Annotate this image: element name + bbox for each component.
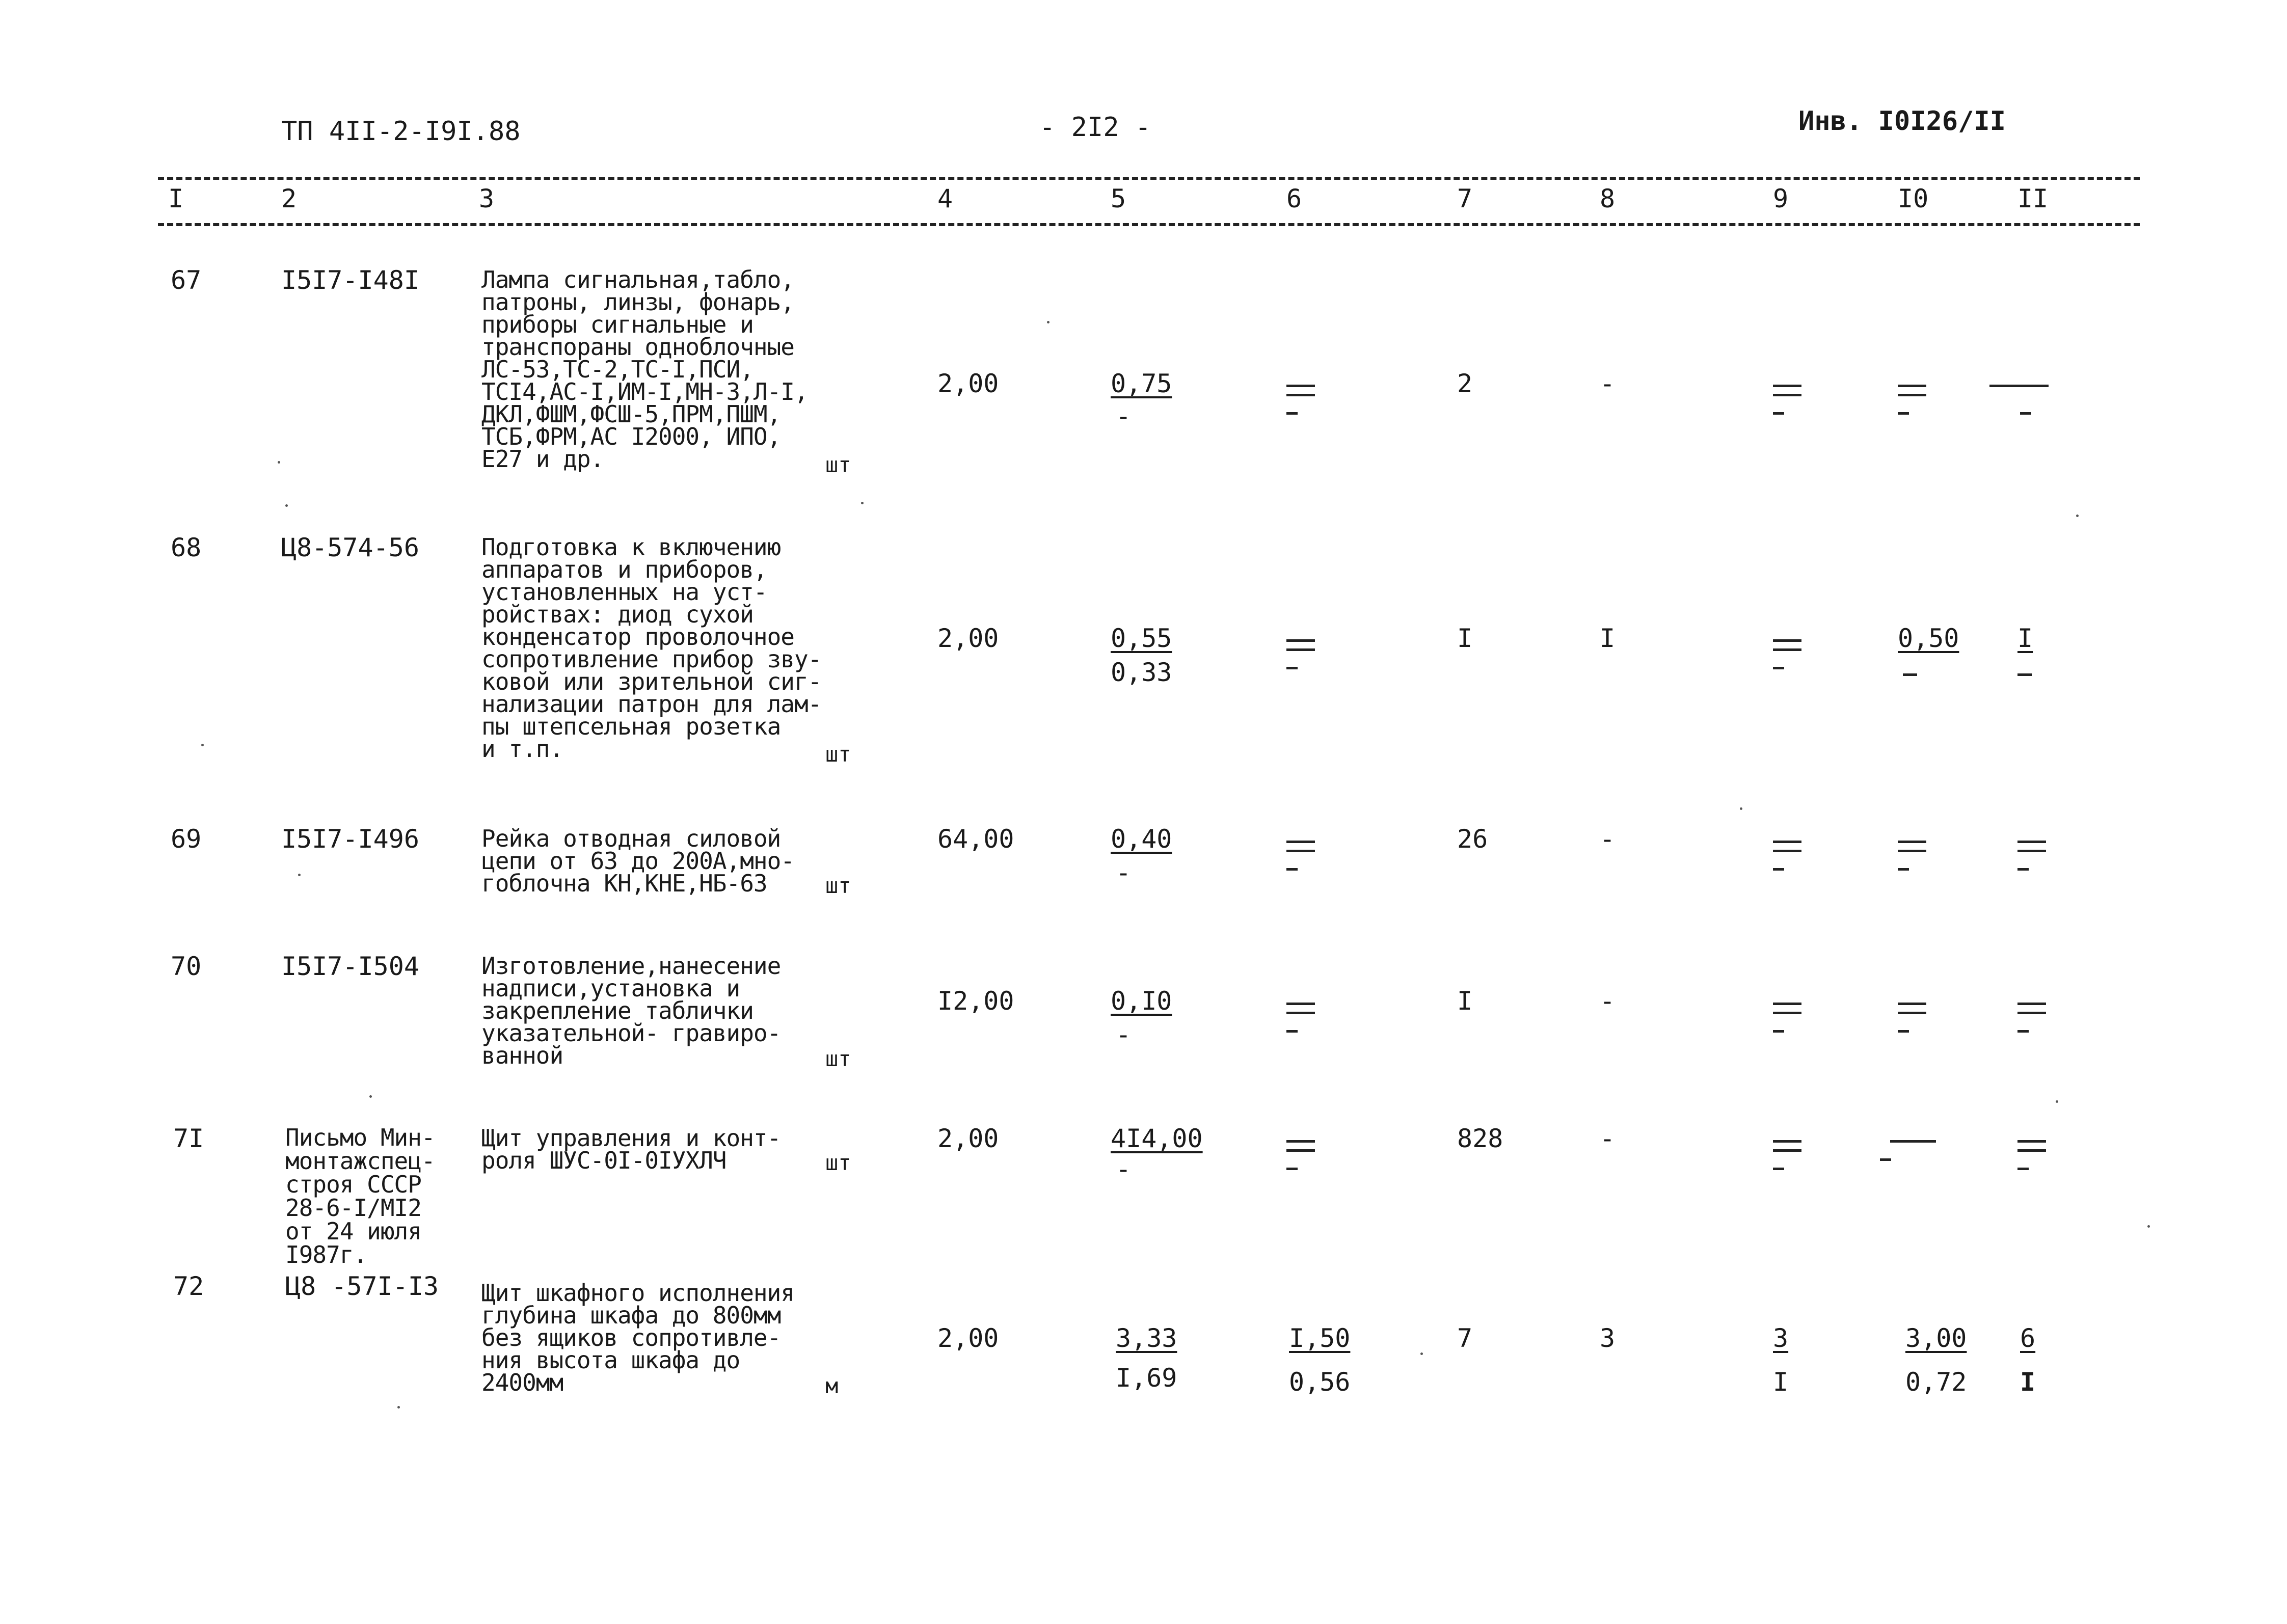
col10-empty-mark bbox=[1898, 385, 1928, 413]
column-header-7: 7 bbox=[1457, 184, 1473, 213]
work-description: Изготовление,нанесение надписи,установка и закрепление таблички указательной- гравиро- ванной bbox=[481, 952, 781, 1069]
scan-speck bbox=[298, 874, 301, 876]
col11-empty-mark bbox=[2017, 841, 2048, 869]
norm-reference: Ц8 -57I-I3 bbox=[285, 1271, 439, 1301]
scan-speck bbox=[2076, 515, 2079, 517]
col5-bottom-value: 0,33 bbox=[1111, 658, 1172, 687]
column-header-6: 6 bbox=[1286, 184, 1302, 213]
work-description: Лампа сигнальная,табло, патроны, линзы, фонарь, приборы сигнальные и транспораны одноблочные ЛС-53,ТС-2,ТС-I,ПСИ, ТСI4,АС-I,ИМ-I,МН-3,Л-I, ДКЛ,ФШМ,ФСШ-5,ПРМ,ПШМ, ТСБ,ФРМ,АС I2000, ИПО, Е27 и др. bbox=[481, 266, 808, 473]
col10-bottom-dash bbox=[1903, 673, 1917, 676]
col6-empty-mark bbox=[1286, 1140, 1317, 1169]
work-description: Щит шкафного исполнения глубина шкафа до 800мм без ящиков сопротивле- ния высота шкафа до 2400мм bbox=[481, 1279, 794, 1396]
scan-speck bbox=[201, 744, 204, 746]
col5-bottom-value: - bbox=[1116, 858, 1132, 887]
col11-empty-mark bbox=[2017, 1003, 2048, 1031]
document-code: ТП 4II-2-I9I.88 bbox=[281, 116, 521, 147]
scan-speck bbox=[278, 461, 280, 464]
col5-top-value: 0,75 bbox=[1111, 369, 1172, 398]
col8-value: I bbox=[1600, 624, 1616, 653]
work-description: Подготовка к включению аппаратов и приборов, установленных на уст- ройствах: диод сухой конденсатор проволочное сопротивление прибор зву- ковой или зрительной сиг- нализации патрон для лам- пы штепсельная розетка и т.п. bbox=[481, 533, 822, 763]
unit-of-measure: шт bbox=[825, 452, 851, 477]
norm-reference: Ц8-574-56 bbox=[281, 533, 419, 562]
col5-top-value: 0,40 bbox=[1111, 824, 1172, 854]
col10-top-value: 3,00 bbox=[1905, 1323, 1967, 1353]
column-header-1: I bbox=[168, 184, 184, 213]
col10-empty-mark bbox=[1880, 1140, 1936, 1169]
col7-value: 2 bbox=[1457, 369, 1473, 398]
inventory-number: Инв. I0I26/II bbox=[1798, 106, 2006, 137]
column-header-4: 4 bbox=[937, 184, 953, 213]
col5-bottom-value: - bbox=[1116, 1154, 1132, 1184]
col6-top-value: I,50 bbox=[1289, 1323, 1351, 1353]
row-number: 72 bbox=[173, 1271, 204, 1301]
norm-reference: I5I7-I504 bbox=[281, 952, 419, 981]
column-header-9: 9 bbox=[1773, 184, 1789, 213]
col7-value: I bbox=[1457, 986, 1473, 1016]
scan-speck bbox=[397, 1406, 400, 1409]
row-number: 7I bbox=[173, 1124, 204, 1153]
scan-speck bbox=[369, 1095, 372, 1098]
row-number: 67 bbox=[171, 265, 202, 295]
column-header-11: II bbox=[2017, 184, 2049, 213]
column-header-10: I0 bbox=[1898, 184, 1929, 213]
norm-reference: Письмо Мин- монтажспец- строя СССР 28-6-I/МI2 от 24 июля I987г. bbox=[285, 1124, 435, 1268]
col5-bottom-value: I,69 bbox=[1116, 1363, 1177, 1393]
quantity: 2,00 bbox=[937, 624, 999, 653]
col7-value: I bbox=[1457, 624, 1473, 653]
row-number: 68 bbox=[171, 533, 202, 562]
col8-value: - bbox=[1600, 986, 1616, 1016]
col5-top-value: 0,I0 bbox=[1111, 986, 1172, 1016]
col7-value: 7 bbox=[1457, 1323, 1473, 1353]
col10-empty-mark bbox=[1898, 1003, 1928, 1031]
column-header-5: 5 bbox=[1111, 184, 1126, 213]
unit-of-measure: шт bbox=[825, 873, 851, 898]
col9-empty-mark bbox=[1773, 385, 1804, 413]
col8-value: - bbox=[1600, 1124, 1616, 1153]
norm-reference: I5I7-I496 bbox=[281, 824, 419, 854]
page-number: - 2I2 - bbox=[1039, 112, 1151, 143]
col7-value: 828 bbox=[1457, 1124, 1503, 1153]
col10-top-value: 0,50 bbox=[1898, 624, 1959, 653]
scan-speck bbox=[861, 502, 864, 504]
col8-value: 3 bbox=[1600, 1323, 1616, 1353]
col9-empty-mark bbox=[1773, 1140, 1804, 1169]
col11-bottom-value: I bbox=[2020, 1367, 2036, 1397]
col5-bottom-value: - bbox=[1116, 1020, 1132, 1049]
unit-of-measure: м bbox=[825, 1373, 839, 1398]
unit-of-measure: шт bbox=[825, 1046, 851, 1071]
col9-top-value: 3 bbox=[1773, 1323, 1789, 1353]
col9-empty-mark bbox=[1773, 1003, 1804, 1031]
col9-bottom-value: I bbox=[1773, 1367, 1789, 1397]
quantity: I2,00 bbox=[937, 986, 1014, 1016]
col8-value: - bbox=[1600, 824, 1616, 854]
column-header-2: 2 bbox=[281, 184, 297, 213]
column-header-8: 8 bbox=[1600, 184, 1616, 213]
col6-empty-mark bbox=[1286, 841, 1317, 869]
norm-reference: I5I7-I48I bbox=[281, 265, 419, 295]
col11-bottom-dash bbox=[2017, 673, 2032, 676]
scan-speck bbox=[1047, 321, 1050, 323]
quantity: 2,00 bbox=[937, 1323, 999, 1353]
col6-empty-mark bbox=[1286, 1003, 1317, 1031]
col9-empty-mark bbox=[1773, 841, 1804, 869]
scan-speck bbox=[1420, 1352, 1423, 1355]
unit-of-measure: шт bbox=[825, 742, 851, 767]
col6-bottom-value: 0,56 bbox=[1289, 1367, 1351, 1397]
work-description: Рейка отводная силовой цепи от 63 до 200А,мно- гоблочна КН,КНЕ,НБ-63 bbox=[481, 825, 794, 897]
quantity: 2,00 bbox=[937, 369, 999, 398]
col6-empty-mark bbox=[1286, 385, 1317, 413]
row-number: 70 bbox=[171, 952, 202, 981]
col8-value: - bbox=[1600, 369, 1616, 398]
col5-top-value: 0,55 bbox=[1111, 624, 1172, 653]
col11-empty-mark bbox=[2017, 1140, 2048, 1169]
scan-speck bbox=[1740, 807, 1742, 810]
col5-bottom-value: - bbox=[1116, 401, 1132, 431]
col11-top-value: 6 bbox=[2020, 1323, 2036, 1353]
header-rule-bottom bbox=[158, 223, 2140, 226]
col6-empty-mark bbox=[1286, 639, 1317, 668]
scan-speck bbox=[2056, 1100, 2058, 1103]
col10-bottom-value: 0,72 bbox=[1905, 1367, 1967, 1397]
col11-empty-mark bbox=[1989, 385, 2051, 413]
col9-empty-mark bbox=[1773, 639, 1804, 668]
col5-top-value: 3,33 bbox=[1116, 1323, 1177, 1353]
row-number: 69 bbox=[171, 824, 202, 854]
quantity: 2,00 bbox=[937, 1124, 999, 1153]
quantity: 64,00 bbox=[937, 824, 1014, 854]
col5-top-value: 4I4,00 bbox=[1111, 1124, 1203, 1153]
scan-speck bbox=[2147, 1225, 2150, 1228]
col11-top-value: I bbox=[2017, 624, 2033, 653]
unit-of-measure: шт bbox=[825, 1150, 851, 1175]
scan-speck bbox=[285, 504, 288, 507]
col10-empty-mark bbox=[1898, 841, 1928, 869]
column-header-3: 3 bbox=[479, 184, 495, 213]
col7-value: 26 bbox=[1457, 824, 1488, 854]
work-description: Щит управления и конт- роля ШУС-0I-0IУХЛЧ bbox=[481, 1124, 781, 1174]
header-rule-top bbox=[158, 177, 2140, 180]
